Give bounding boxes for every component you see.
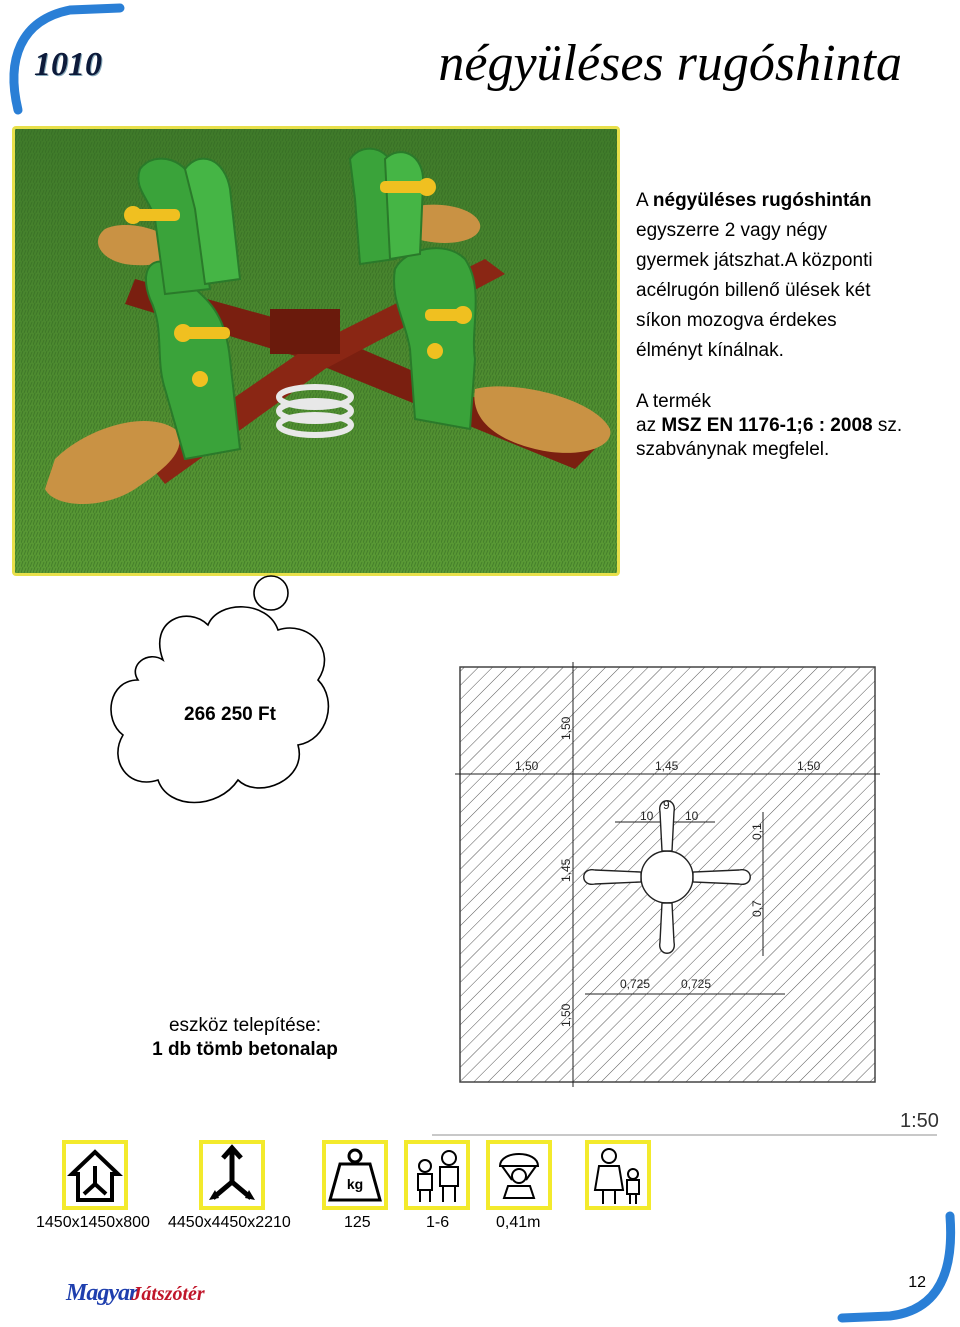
plan-dim-left-bottom: 1,50 [559,1003,573,1027]
desc-line: egyszerre 2 vagy négy [636,220,828,241]
plan-dim-top-right: 1,50 [797,759,821,773]
desc-line: élményt kínálnak. [636,340,784,361]
product-code: 1010 [34,46,102,83]
plan-dim-bottom: 0,725 [620,977,651,991]
plan-dim-top-left: 1,50 [515,759,539,773]
standard-suffix: sz. [872,415,903,436]
plan-dim-left-top: 1,50 [559,716,573,740]
plan-dim-small: 9 [663,798,670,812]
plan-dim-small: 10 [640,809,654,823]
spec-users: 1-6 [426,1214,450,1231]
spec-fall-height: 0,41m [496,1214,541,1231]
company-logo [66,1280,205,1307]
spec-safety-area: 4450x4450x2210 [168,1214,291,1231]
desc-line: acélrugón billenő ülések két [636,280,871,301]
intro-plain: A [636,190,653,211]
corner-bracket-bottom-right [830,1200,960,1327]
children-icon [404,1140,470,1210]
price-cloud [108,570,338,820]
spec-max-weight: 125 [344,1214,371,1231]
product-description [636,186,936,366]
fall-height-icon [486,1140,552,1210]
tree-arrows-icon [199,1140,265,1210]
installation-label: eszköz telepítése: [168,1015,322,1036]
standard-line: szabványnak megfelel. [636,439,830,460]
weight-icon-label: kg [346,1176,364,1192]
site-plan-drawing [455,662,880,1087]
logo-text-2: Játszótér [131,1283,205,1305]
installation-value: 1 db tömb betonalap [152,1039,338,1060]
standard-code: MSZ EN 1176-1;6 : 2008 [661,415,873,436]
plan-dim-bottom: 0,725 [681,977,712,991]
installation-info [100,1014,390,1062]
product-photo [12,126,620,576]
desc-line: gyermek játszhat.A központi [636,250,873,271]
plan-dim-left-mid: 1,45 [559,858,573,882]
page-number: 12 [908,1274,926,1291]
plan-dim-top-mid: 1,45 [655,759,679,773]
product-title: négyüléses rugóshinta [438,35,902,92]
spec-size: 1450x1450x800 [36,1214,150,1231]
adult-child-icon [585,1140,651,1210]
price: 266 250 Ft [184,704,276,725]
scale-divider [432,1134,937,1136]
weight-icon [322,1140,388,1210]
standard-prefix: az [636,415,662,436]
standard-compliance [636,390,946,462]
plan-scale: 1:50 [900,1110,939,1132]
plan-dim-right: 0,1 [750,823,764,840]
standard-line: A termék [636,391,711,412]
desc-line: síkon mozogva érdekes [636,310,837,331]
plan-dim-small: 10 [685,809,699,823]
logo-text-1: Magyar [66,1280,138,1306]
plan-dim-right: 0,7 [750,900,764,917]
intro-bold: négyüléses rugóshintán [652,190,872,211]
house-arrows-icon [62,1140,128,1210]
